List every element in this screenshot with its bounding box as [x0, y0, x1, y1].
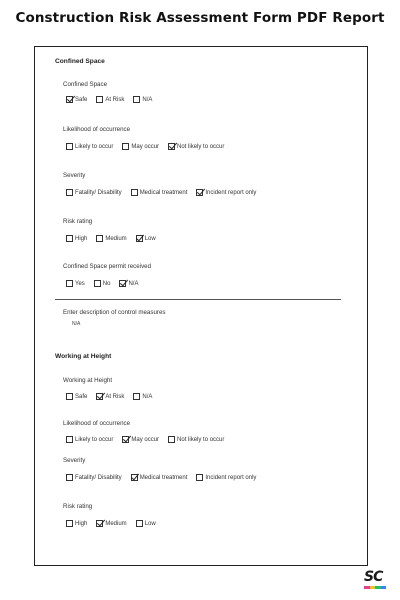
- options-severity: [66, 189, 265, 196]
- question-label: Confined Space permit received: [63, 263, 152, 270]
- checkbox-medical[interactable]: Medical treatment: [131, 474, 188, 481]
- checkbox-icon[interactable]: [66, 280, 73, 287]
- checkbox-not-likely[interactable]: Not likely to occur: [168, 436, 224, 443]
- checkbox-checked-icon[interactable]: [196, 189, 203, 196]
- checkbox-yes[interactable]: Yes: [66, 280, 85, 287]
- checkbox-icon[interactable]: [196, 474, 203, 481]
- checkbox-icon[interactable]: [66, 474, 73, 481]
- checkbox-medium[interactable]: Medium: [96, 235, 126, 242]
- section-divider: [55, 299, 341, 300]
- checkbox-checked-icon[interactable]: [131, 474, 138, 481]
- question-label: Confined Space: [63, 81, 108, 88]
- control-measures-value: N/A: [72, 321, 81, 327]
- checkbox-may-occur[interactable]: May occur: [122, 143, 159, 150]
- checkbox-safe[interactable]: Safe: [66, 96, 87, 103]
- checkbox-icon[interactable]: [66, 436, 73, 443]
- question-label: Working at Height: [63, 377, 113, 384]
- section-heading-working-at-height: Working at Height: [55, 353, 112, 360]
- logo-text: SC: [364, 569, 383, 585]
- question-label: Risk rating: [63, 503, 93, 510]
- checkbox-icon[interactable]: [96, 96, 103, 103]
- checkbox-medium[interactable]: Medium: [96, 520, 126, 527]
- checkbox-high[interactable]: High: [66, 235, 87, 242]
- options-likelihood: [66, 436, 233, 443]
- question-label: Severity: [63, 172, 86, 179]
- checkbox-checked-icon[interactable]: [136, 235, 143, 242]
- checkbox-checked-icon[interactable]: [66, 96, 73, 103]
- checkbox-icon[interactable]: [66, 393, 73, 400]
- options-risk-rating: [66, 235, 165, 242]
- checkbox-icon[interactable]: [122, 143, 129, 150]
- checkbox-icon[interactable]: [96, 235, 103, 242]
- checkbox-icon[interactable]: [168, 436, 175, 443]
- options-severity: [66, 474, 265, 481]
- checkbox-icon[interactable]: [133, 96, 140, 103]
- checkbox-icon[interactable]: [131, 189, 138, 196]
- checkbox-likely[interactable]: Likely to occur: [66, 143, 113, 150]
- checkbox-safe[interactable]: Safe: [66, 393, 87, 400]
- checkbox-na[interactable]: N/A: [133, 393, 152, 400]
- options-confined-space: [66, 96, 161, 103]
- checkbox-fatality[interactable]: Fatality/ Disability: [66, 474, 122, 481]
- checkbox-icon[interactable]: [66, 143, 73, 150]
- checkbox-icon[interactable]: [66, 520, 73, 527]
- logo-color-bar: [364, 586, 386, 589]
- checkbox-checked-icon[interactable]: [168, 143, 175, 150]
- checkbox-fatality[interactable]: Fatality/ Disability: [66, 189, 122, 196]
- checkbox-no[interactable]: No: [94, 280, 111, 287]
- logo-bar-segment: [381, 586, 387, 589]
- options-risk-rating: [66, 520, 165, 527]
- checkbox-checked-icon[interactable]: [119, 280, 126, 287]
- checkbox-medical[interactable]: Medical treatment: [131, 189, 188, 196]
- checkbox-at-risk[interactable]: At Risk: [96, 96, 124, 103]
- checkbox-likely[interactable]: Likely to occur: [66, 436, 113, 443]
- checkbox-high[interactable]: High: [66, 520, 87, 527]
- checkbox-icon[interactable]: [66, 189, 73, 196]
- checkbox-na[interactable]: N/A: [133, 96, 152, 103]
- checkbox-not-likely[interactable]: Not likely to occur: [168, 143, 224, 150]
- checkbox-icon[interactable]: [133, 393, 140, 400]
- control-measures-label: Enter description of control measures: [63, 309, 166, 316]
- checkbox-may-occur[interactable]: May occur: [122, 436, 159, 443]
- safetyculture-logo: [364, 570, 388, 592]
- checkbox-at-risk[interactable]: At Risk: [96, 393, 124, 400]
- checkbox-checked-icon[interactable]: [96, 393, 103, 400]
- question-label: Likelihood of occurrence: [63, 126, 131, 133]
- checkbox-incident[interactable]: Incident report only: [196, 474, 256, 481]
- question-label: Likelihood of occurrence: [63, 420, 131, 427]
- options-likelihood: [66, 143, 233, 150]
- checkbox-checked-icon[interactable]: [122, 436, 129, 443]
- page-title: Construction Risk Assessment Form PDF Report: [15, 10, 385, 26]
- report-document: [34, 46, 368, 566]
- options-working-at-height: [66, 393, 161, 400]
- checkbox-low[interactable]: Low: [136, 520, 156, 527]
- checkbox-icon[interactable]: [94, 280, 101, 287]
- question-label: Risk rating: [63, 218, 93, 225]
- checkbox-incident[interactable]: Incident report only: [196, 189, 256, 196]
- checkbox-icon[interactable]: [66, 235, 73, 242]
- checkbox-low[interactable]: Low: [136, 235, 156, 242]
- section-heading-confined-space: Confined Space: [55, 58, 105, 65]
- checkbox-icon[interactable]: [136, 520, 143, 527]
- question-label: Severity: [63, 457, 86, 464]
- checkbox-na[interactable]: N/A: [119, 280, 138, 287]
- options-permit: [66, 280, 147, 287]
- checkbox-checked-icon[interactable]: [96, 520, 103, 527]
